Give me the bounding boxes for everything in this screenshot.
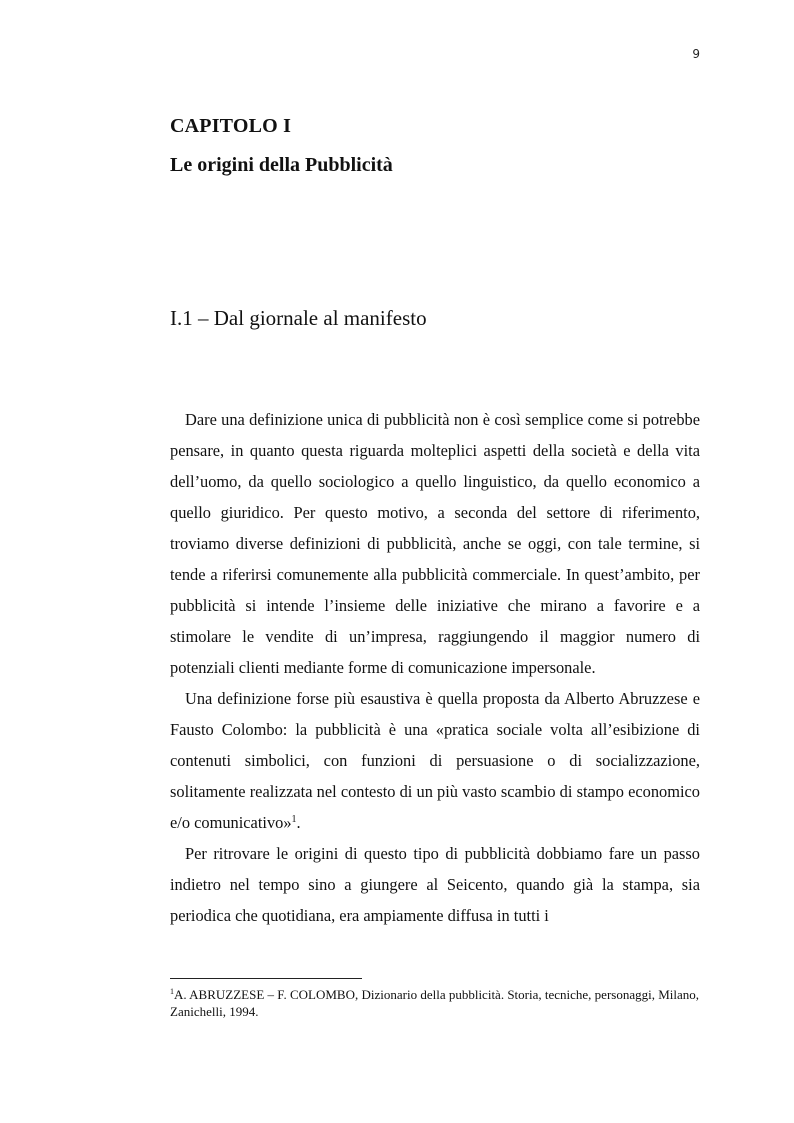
footnote-marker: 1 — [170, 987, 174, 996]
chapter-label: CAPITOLO I — [170, 115, 292, 137]
chapter-title: Le origini della Pubblicità — [170, 154, 393, 176]
footnote-text: A. ABRUZZESE – F. COLOMBO, Dizionario della pubblicità. Storia, tecniche, personaggi, Milano, Zanichelli, 1994. — [170, 987, 700, 1019]
body-text — [170, 404, 700, 931]
page-number: 9 — [692, 47, 700, 61]
paragraph-3: Per ritrovare le origini di questo tipo di pubblicità dobbiamo fare un passo indietro nel tempo sino a giungere al Seicento, quando già la stampa, sia periodica che quotidiana, era ampiamente diffusa in tutti i — [170, 844, 700, 925]
paragraph-2-end: . — [296, 813, 301, 832]
footnote-reference[interactable]: 1 — [291, 814, 297, 825]
section-heading: I.1 – Dal giornale al manifesto — [170, 306, 427, 330]
paragraph-1: Dare una definizione unica di pubblicità non è così semplice come si potrebbe pensare, in quanto questa riguarda molteplici aspetti della società e della vita dell’uomo, da quello sociologico a quello linguistico, da quello economico a quello giuridico. Per questo motivo, a seconda del settore di riferimento, troviamo diverse definizioni di pubblicità, anche se oggi, con tale termine, si tende a riferirsi comunemente alla pubblicità commerciale. In quest’ambito, per pubblicità si intende l’insieme delle iniziative che mirano a favorire e a stimolare le vendite di un’impresa, raggiungendo il maggior numero di potenziali clienti mediante forme di comunicazione impersonale. — [170, 410, 700, 677]
paragraph-2-text: Una definizione forse più esaustiva è quella proposta da Alberto Abruzzese e Fausto Colombo: la pubblicità è una «pratica sociale volta all’esibizione di contenuti simbolici, con funzioni di persuasione o di socializzazione, solitamente realizzata nel contesto di un più vasto scambio di stampo economico e/o comunicativo» — [170, 689, 700, 832]
paragraph-2 — [170, 683, 700, 838]
footnote — [170, 986, 700, 1020]
footnote-divider — [170, 978, 362, 979]
